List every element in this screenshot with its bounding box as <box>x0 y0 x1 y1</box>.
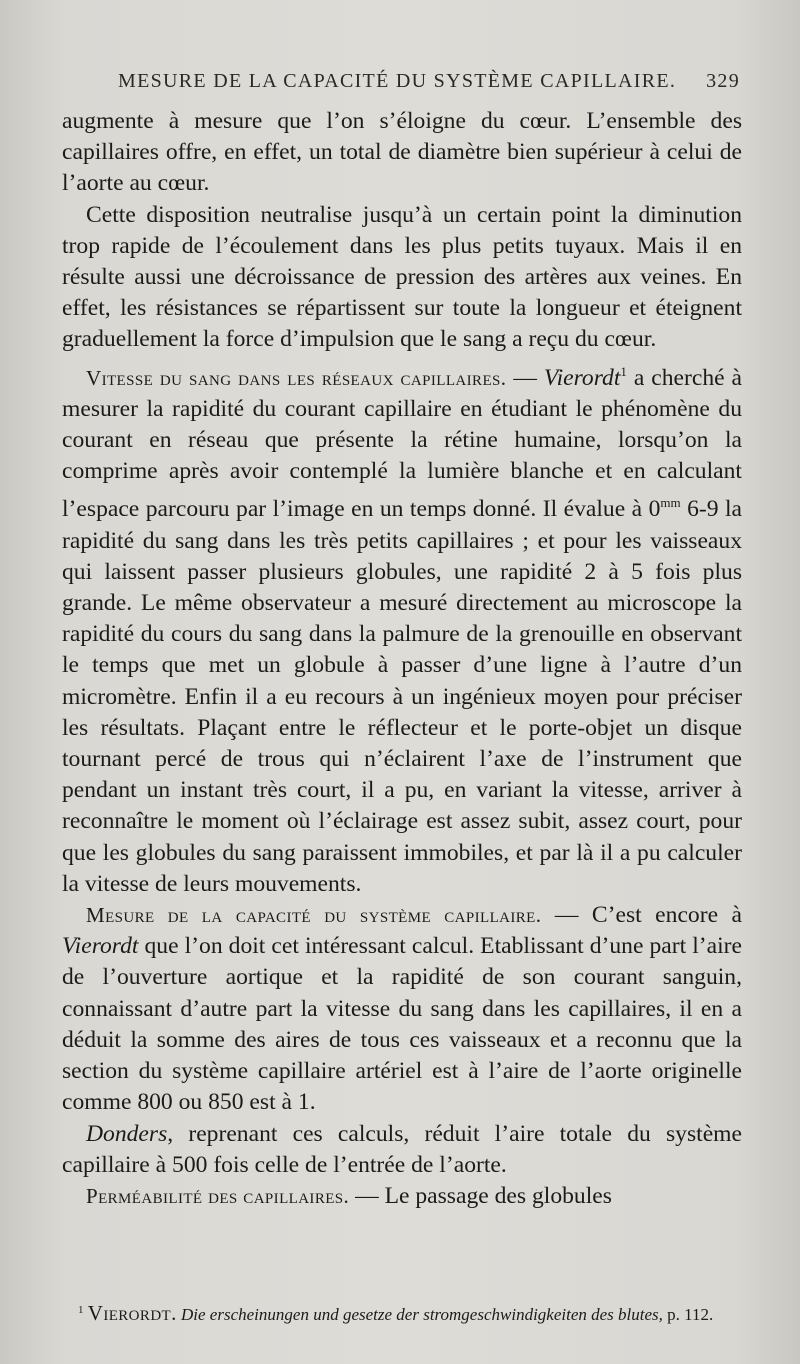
footnote-mark: 1 <box>78 1304 84 1316</box>
author-donders: Donders <box>86 1120 168 1147</box>
paragraph-text: que l’on doit cet intéressant calcul. Etablissant d’une part l’aire de l’ouverture aortique et la rapidité de son courant sanguin, connaissant d’autre part la vitesse du sang dans les capillaires, il en a déduit la somme des aires de tous ces vaisseaux et a reconnu que la section du système capillaire artériel est à l’aire de l’aorte originelle comme 800 ou 850 est à 1. <box>62 933 742 1116</box>
running-title: MESURE DE LA CAPACITÉ DU SYSTÈME CAPILLAIRE. <box>118 70 677 92</box>
author-vierordt: Vierordt <box>543 364 621 391</box>
footnote <box>62 1298 742 1327</box>
paragraph-vitesse <box>62 356 742 900</box>
dash: — <box>506 364 544 391</box>
author-vierordt: Vierordt <box>62 933 139 960</box>
section-heading-permeabilite: Perméabilité des capillaires. <box>86 1183 350 1208</box>
paragraph-text: , reprenant ces calculs, réduit l’aire totale du système capillaire à 500 fois celle de l’entrée de l’aorte. <box>62 1120 742 1178</box>
paragraph-text: 6-9 la rapidité du sang dans les très petits capillaires ; et pour les vaisseaux qui laissent passer plusieurs globules, une rapidité 2 à 5 fois plus grande. Le même observateur a mesuré directement au microscope la rapidité du cours du sang dans la palmure de la grenouille en observant le temps que met un globule à passer d’une ligne à l’autre d’un micromètre. Enfin il a eu recours à un ingénieux moyen pour préciser les résultats. Plaçant entre le réflecteur et le porte-objet un disque tournant percé de trous qui n’éclairent l’axe de l’instrument que pendant un instant très court, il a pu, en variant la vitesse, arriver à reconnaître le moment où l’éclairage est assez subit, assez court, pour que les globules du sang paraissent immobiles, et par là il a pu calculer la vitesse de leurs mouvements. <box>62 496 743 897</box>
footnote-author: Vierordt. <box>87 1301 177 1325</box>
paragraph-continuation: augmente à mesure que l’on s’éloigne du cœur. L’ensemble des capillaires offre, en effet, un total de diamètre bien supérieur à celui de l’aorte au cœur. <box>62 108 742 197</box>
running-header <box>118 70 740 93</box>
unit-mm: mm <box>660 495 681 511</box>
paragraph-mesure <box>62 900 742 1118</box>
paragraph-donders <box>62 1119 742 1181</box>
paragraph-disposition: Cette disposition neutralise jusqu’à un certain point la diminution trop rapide de l’écoulement dans les plus petits tuyaux. Mais il en résulte aussi une décroissance de pression des artères aux veines. En effet, les résistances se répartissent sur toute la longueur et éteignent graduellement la force d’impulsion que le sang a reçu du cœur. <box>62 201 742 353</box>
body-text <box>62 106 742 1212</box>
paragraph-permeabilite <box>62 1181 742 1212</box>
paragraph-text: — Le passage des globules <box>349 1182 612 1209</box>
section-heading-mesure: Mesure de la capacité du système capillaire. <box>86 903 542 928</box>
page-number: 329 <box>706 70 740 92</box>
paragraph-text: — C’est encore à <box>541 902 742 929</box>
footnote-page: p. 112. <box>667 1305 714 1324</box>
footnotes <box>62 1298 742 1327</box>
footnote-title: Die erscheinungen und gesetze der stromgeschwindigkeiten des blutes, <box>176 1305 663 1324</box>
footnote-reference: 1 <box>620 363 627 379</box>
paragraph-text: a cherché à mesurer la rapidité du courant capillaire en étudiant le phénomène du courant en réseau que présente la rétine humaine, lorsqu’on la comprime après avoir contemplé la lumière blanche et en calculant l’espace parcouru par l’image en un temps donné. Il évalue à 0 <box>62 364 743 523</box>
section-heading-vitesse: Vitesse du sang dans les réseaux capillaires. <box>86 365 507 390</box>
